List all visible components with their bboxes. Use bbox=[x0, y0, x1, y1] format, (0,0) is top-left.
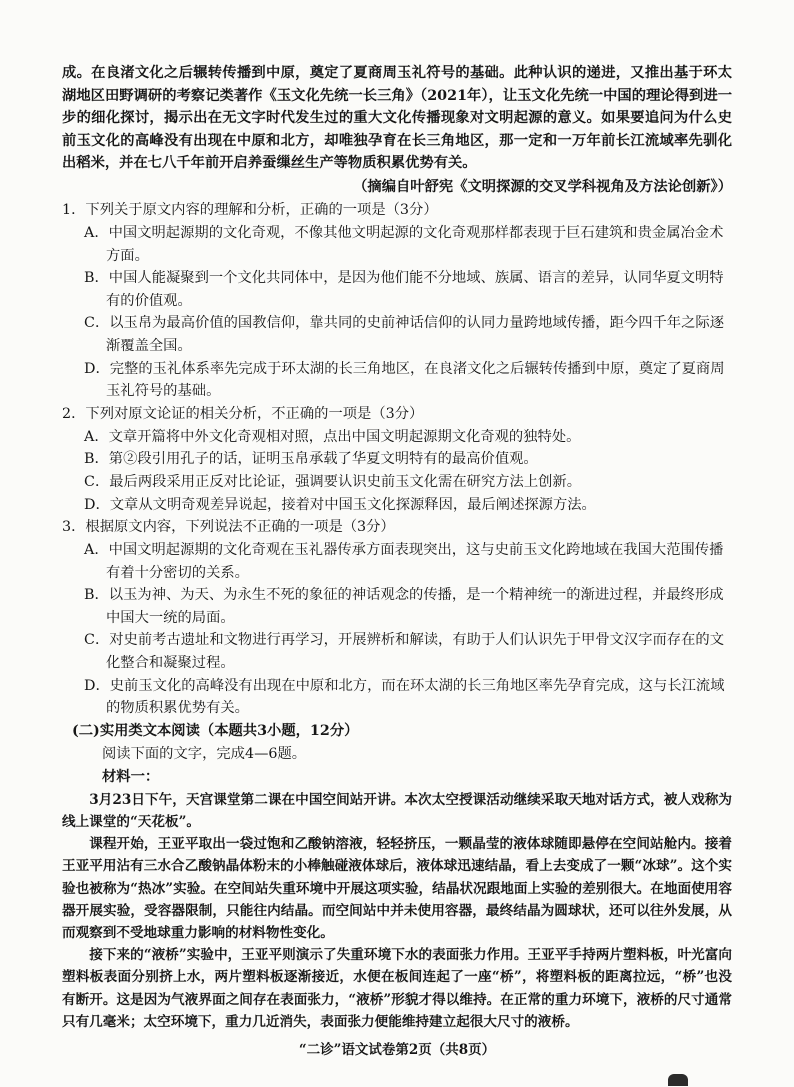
option-d: D．完整的玉礼体系率先完成于环太湖的长三角地区，在良渚文化之后辗转传播到中原，奠定了夏商周玉礼符号的基础。 bbox=[84, 360, 725, 400]
option-c: C．以玉帛为最高价值的国教信仰，靠共同的史前神话信仰的认同力量跨地域传播，距今四千年之际逐渐覆盖全国。 bbox=[84, 315, 724, 354]
question-2 bbox=[62, 403, 732, 516]
exam-page bbox=[62, 62, 732, 1033]
option-a: A．中国文明起源期的文化奇观，不像其他文明起源的文化奇观那样都表现于巨石建筑和贵金属冶金术方面。 bbox=[84, 224, 724, 264]
option-a: A．文章开篇将中外文化奇观相对照，点出中国文明起源期文化奇观的独特处。 bbox=[84, 428, 581, 445]
material-label: 材料一： bbox=[102, 768, 160, 785]
option-d: D．文章从文明奇观差异说起，接着对中国玉文化探源释因，最后阐述探源方法。 bbox=[84, 496, 596, 513]
passage-citation: （摘编自叶舒宪《文明探源的交叉学科视角及方法论创新》） bbox=[353, 178, 732, 195]
question-1 bbox=[62, 199, 732, 403]
option-b: B．中国人能凝聚到一个文化共同体中，是因为他们能不分地域、族属、语言的差异，认同华夏文明特有的价值观。 bbox=[84, 270, 724, 309]
option-b: B．第②段引用孔子的话，证明玉帛承载了华夏文明特有的最高价值观。 bbox=[84, 451, 538, 468]
material-paragraph: 课程开始，王亚平取出一袋过饱和乙酸钠溶液，轻轻挤压，一颗晶莹的液体球随即悬停在空间站舱内。接着王亚平用沾有三水合乙酸钠晶体粉末的小棒触碰液体球后，液体球迅速结晶，看上去变成了一颗“冰球”。这个实验也被称为“热冰”实验。在空间站失重环境中开展这项实验，结晶状况跟地面上实验的差别很大。在地面使用容器开展实验，受容器限制，只能往内结晶。而空间站中并未使用容器，最终结晶为圆球状，还可以往外发展，从而观察到不受地球重力影响的材料物性变化。 bbox=[62, 836, 732, 942]
page-footer: “二诊”语文试卷第2页（共8页） bbox=[298, 1042, 496, 1058]
passage-paragraph: 成。在良渚文化之后辗转传播到中原，奠定了夏商周玉礼符号的基础。此种认识的递进，又推出基于环太湖地区田野调研的考察记类著作《玉文化先统一长三角》（2021年），让玉文化先统一中国的理论得到进一步的细化探讨，揭示出在无文字时代发生过的重大文化传播现象对文明起源的意义。如果要追问为什么史前玉文化的高峰没有出现在中原和北方，却唯独孕育在长三角地区，那一定和一万年前长江流域率先驯化出稻米，并在七八千年前开启养蚕缫丝生产等物质积累优势有关。 bbox=[62, 65, 732, 172]
question-stem: 1．下列关于原文内容的理解和分析，正确的一项是（3分） bbox=[62, 201, 438, 218]
material-paragraph: 接下来的“液桥”实验中，王亚平则演示了失重环境下水的表面张力作用。王亚平手持两片塑料板，叶光富向塑料板表面分别挤上水，两片塑料板逐渐接近，水便在板间连起了一座“桥”，将塑料板的距离拉远，“桥”也没有断开。这是因为气液界面之间存在表面张力，“液桥”形貌才得以维持。在正常的重力环境下，液桥的尺寸通常只有几毫米；太空环境下，重力几近消失，表面张力便能维持建立起很大尺寸的液桥。 bbox=[62, 947, 732, 1030]
question-stem: 3．根据原文内容，下列说法不正确的一项是（3分） bbox=[62, 519, 395, 536]
question-stem: 2．下列对原文论证的相关分析，不正确的一项是（3分） bbox=[62, 405, 424, 422]
option-c: C．最后两段采用正反对比论证，强调要认识史前玉文化需在研究方法上创新。 bbox=[84, 473, 582, 490]
corner-mark bbox=[668, 1074, 688, 1086]
option-b: B．以玉为神、为天、为永生不死的象征的神话观念的传播，是一个精神统一的渐进过程，并最终形成中国大一统的局面。 bbox=[84, 587, 724, 626]
option-a: A．中国文明起源期的文化奇观在玉礼器传承方面表现突出，这与史前玉文化跨地域在我国大范围传播有着十分密切的关系。 bbox=[84, 542, 724, 581]
option-d: D．史前玉文化的高峰没有出现在中原和北方，而在环太湖的长三角地区率先孕育完成，这与长江流域的物质积累优势有关。 bbox=[84, 677, 725, 717]
section-heading: (二)实用类文本阅读（本题共3小题，12分） bbox=[72, 722, 359, 739]
option-c: C．对史前考古遗址和文物进行再学习，开展辨析和解读，有助于人们认识先于甲骨文汉字而存在的文化整合和凝聚过程。 bbox=[84, 632, 724, 672]
material-paragraph: 3月23日下午，天宫课堂第二课在中国空间站开讲。本次太空授课活动继续采取天地对话方式，被人戏称为线上课堂的“天花板”。 bbox=[62, 791, 732, 831]
question-3 bbox=[62, 516, 732, 720]
section-instruction: 阅读下面的文字，完成4—6题。 bbox=[102, 745, 307, 762]
